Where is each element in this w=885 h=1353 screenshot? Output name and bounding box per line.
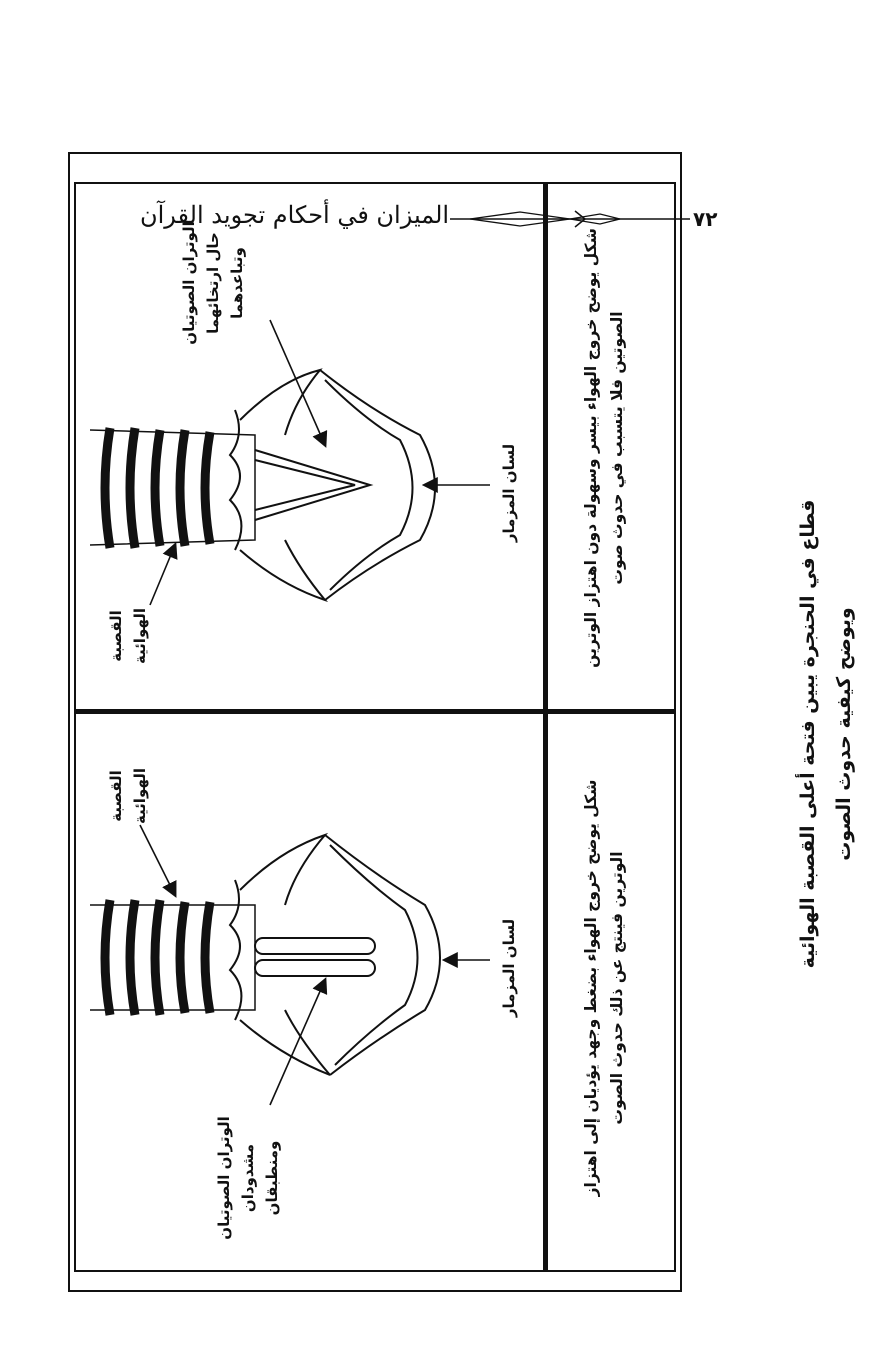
arrow-bottom-vocal-cords [270, 980, 325, 1105]
main-title-line1: قطاع في الحنجرة يبين فتحة أعلى القصبة الهوائية [797, 499, 819, 969]
bottom-caption-line2: الوترين فينتج عن ذلك حدوث الصوت [608, 851, 626, 1125]
bottom-label-trachea: القصبة الهوائية [107, 767, 149, 825]
running-title: الميزان في أحكام تجويد القرآن [140, 201, 450, 229]
arrow-top-vocal-cords [270, 320, 325, 445]
top-label-trachea: القصبة الهوائية [107, 607, 149, 665]
top-label-epiglottis: لسان المزمار [500, 443, 518, 543]
top-label-vocal-cords: الوتران الصوتيان حال ارتخائهما وتباعدهما [180, 221, 246, 345]
page-number: ٧٢ [693, 207, 718, 231]
top-caption-line2: الصوتين فلا يتسبب في حدوث صوت [608, 311, 626, 585]
bottom-caption-line1: شكل يوضح خروج الهواء بضغط وجهد يؤديان إلى اهتزاز [582, 779, 600, 1197]
bottom-label-epiglottis: لسان المزمار [500, 918, 518, 1018]
bottom-label-vocal-cords: الوتران الصوتيان مشدودان ومنطبقان [215, 1116, 281, 1240]
main-title-line2: ويوضح كيفية حدوث الصوت [833, 607, 855, 861]
top-caption-line1: شكل يوضح خروج الهواء بيسر وسهولة دون اهتزاز الوترين [582, 228, 600, 668]
